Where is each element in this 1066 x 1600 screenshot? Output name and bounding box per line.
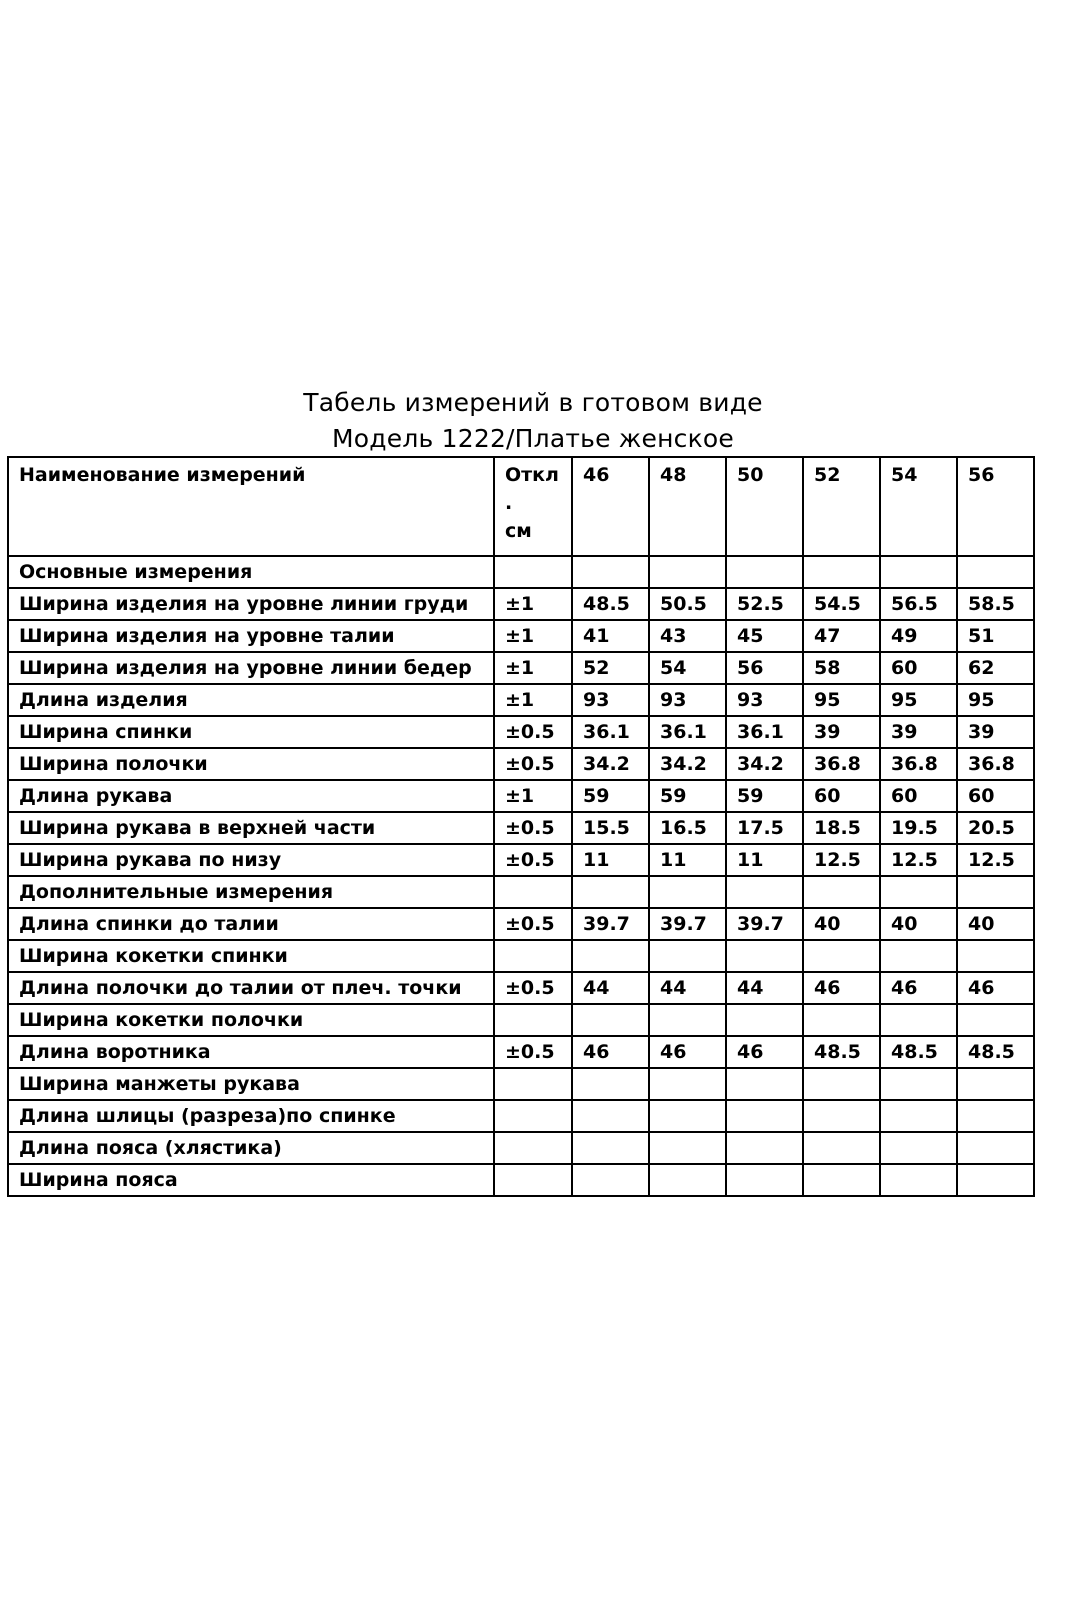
measurement-name-cell: Длина спинки до талии (8, 908, 494, 940)
size-value-cell (957, 1068, 1034, 1100)
size-value-cell: 11 (726, 844, 803, 876)
size-value-cell (803, 940, 880, 972)
size-value-cell (649, 556, 726, 588)
tolerance-cell: ±0.5 (494, 1036, 572, 1068)
measurement-name-cell: Ширина рукава в верхней части (8, 812, 494, 844)
table-body (8, 556, 1034, 1196)
table-row (8, 812, 1034, 844)
table-row (8, 556, 1034, 588)
measurement-name-cell: Ширина рукава по низу (8, 844, 494, 876)
size-value-cell: 36.8 (957, 748, 1034, 780)
table-header-row (8, 457, 1034, 556)
measurement-name-cell: Ширина изделия на уровне талии (8, 620, 494, 652)
size-value-cell: 59 (649, 780, 726, 812)
size-value-cell (957, 940, 1034, 972)
size-value-cell: 18.5 (803, 812, 880, 844)
size-value-cell (803, 556, 880, 588)
size-value-cell: 39 (880, 716, 957, 748)
tolerance-cell: ±1 (494, 652, 572, 684)
tolerance-cell: ±1 (494, 684, 572, 716)
table-row (8, 908, 1034, 940)
tolerance-cell: ±0.5 (494, 972, 572, 1004)
size-value-cell: 93 (726, 684, 803, 716)
table-row (8, 1132, 1034, 1164)
size-value-cell: 36.1 (649, 716, 726, 748)
size-value-cell: 47 (803, 620, 880, 652)
size-value-cell (957, 556, 1034, 588)
size-value-cell: 46 (649, 1036, 726, 1068)
column-header-size: 50 (726, 457, 803, 556)
size-value-cell: 93 (649, 684, 726, 716)
size-value-cell: 46 (572, 1036, 649, 1068)
size-value-cell (880, 1100, 957, 1132)
size-value-cell: 20.5 (957, 812, 1034, 844)
measurement-name-cell: Длина полочки до талии от плеч. точки (8, 972, 494, 1004)
size-value-cell: 51 (957, 620, 1034, 652)
size-value-cell: 95 (880, 684, 957, 716)
size-value-cell (957, 1004, 1034, 1036)
measurement-name-cell: Длина изделия (8, 684, 494, 716)
column-header-tolerance (494, 457, 572, 556)
table-row (8, 844, 1034, 876)
measurement-name-cell: Ширина кокетки спинки (8, 940, 494, 972)
size-value-cell: 12.5 (957, 844, 1034, 876)
size-value-cell (649, 1068, 726, 1100)
size-value-cell: 19.5 (880, 812, 957, 844)
column-header-name: Наименование измерений (8, 457, 494, 556)
tolerance-cell: ±1 (494, 620, 572, 652)
table-row (8, 748, 1034, 780)
size-value-cell: 43 (649, 620, 726, 652)
tolerance-cell: ±0.5 (494, 716, 572, 748)
size-value-cell (957, 1132, 1034, 1164)
size-value-cell (572, 1004, 649, 1036)
table-row (8, 1164, 1034, 1196)
tolerance-cell (494, 1132, 572, 1164)
size-value-cell (726, 1004, 803, 1036)
document-subtitle: Модель 1222/Платье женское (332, 424, 734, 453)
size-value-cell: 44 (726, 972, 803, 1004)
table-row (8, 684, 1034, 716)
size-value-cell (649, 876, 726, 908)
tolerance-cell: ±0.5 (494, 812, 572, 844)
tolerance-cell (494, 940, 572, 972)
size-value-cell: 39 (803, 716, 880, 748)
size-value-cell (649, 1164, 726, 1196)
size-value-cell: 12.5 (880, 844, 957, 876)
measurement-name-cell: Ширина изделия на уровне линии бедер (8, 652, 494, 684)
size-value-cell (726, 1164, 803, 1196)
size-value-cell (572, 1068, 649, 1100)
size-value-cell: 58.5 (957, 588, 1034, 620)
size-value-cell: 48.5 (803, 1036, 880, 1068)
tolerance-cell: ±0.5 (494, 748, 572, 780)
measurement-name-cell: Ширина пояса (8, 1164, 494, 1196)
size-value-cell (726, 556, 803, 588)
size-value-cell (957, 1164, 1034, 1196)
tolerance-cell (494, 1004, 572, 1036)
size-value-cell: 48.5 (957, 1036, 1034, 1068)
size-value-cell (726, 940, 803, 972)
measurement-name-cell: Основные измерения (8, 556, 494, 588)
size-value-cell: 52 (572, 652, 649, 684)
tolerance-header-line: Откл (505, 464, 559, 486)
size-value-cell: 50.5 (649, 588, 726, 620)
tolerance-cell (494, 1100, 572, 1132)
table-row (8, 620, 1034, 652)
column-header-size: 54 (880, 457, 957, 556)
tolerance-cell: ±0.5 (494, 844, 572, 876)
tolerance-cell (494, 1164, 572, 1196)
size-value-cell (880, 1004, 957, 1036)
size-value-cell: 45 (726, 620, 803, 652)
size-value-cell (803, 1004, 880, 1036)
size-value-cell (572, 1132, 649, 1164)
size-value-cell (957, 1100, 1034, 1132)
size-value-cell (726, 1132, 803, 1164)
size-value-cell (803, 1164, 880, 1196)
size-value-cell (957, 876, 1034, 908)
size-value-cell (572, 1164, 649, 1196)
size-value-cell: 46 (726, 1036, 803, 1068)
size-value-cell: 36.8 (803, 748, 880, 780)
tolerance-header-line: см (505, 520, 532, 542)
size-value-cell: 95 (803, 684, 880, 716)
measurement-name-cell: Длина рукава (8, 780, 494, 812)
size-value-cell: 49 (880, 620, 957, 652)
measurement-name-cell: Дополнительные измерения (8, 876, 494, 908)
size-value-cell: 93 (572, 684, 649, 716)
size-value-cell: 54.5 (803, 588, 880, 620)
size-value-cell (572, 1100, 649, 1132)
size-value-cell: 34.2 (649, 748, 726, 780)
size-value-cell: 56.5 (880, 588, 957, 620)
size-value-cell (880, 1132, 957, 1164)
size-value-cell (880, 1164, 957, 1196)
size-value-cell: 40 (957, 908, 1034, 940)
tolerance-cell: ±1 (494, 588, 572, 620)
measurement-name-cell: Ширина спинки (8, 716, 494, 748)
size-value-cell: 60 (880, 780, 957, 812)
size-value-cell: 39.7 (726, 908, 803, 940)
measurement-name-cell: Ширина изделия на уровне линии груди (8, 588, 494, 620)
size-value-cell (803, 876, 880, 908)
size-value-cell: 58 (803, 652, 880, 684)
size-value-cell: 95 (957, 684, 1034, 716)
size-value-cell: 15.5 (572, 812, 649, 844)
size-value-cell: 46 (880, 972, 957, 1004)
table-row (8, 1036, 1034, 1068)
tolerance-header-line: . (505, 492, 513, 514)
size-value-cell: 17.5 (726, 812, 803, 844)
size-value-cell: 46 (803, 972, 880, 1004)
size-value-cell (803, 1132, 880, 1164)
table-row (8, 1100, 1034, 1132)
size-value-cell: 54 (649, 652, 726, 684)
size-value-cell: 39.7 (649, 908, 726, 940)
document-title: Табель измерений в готовом виде (303, 388, 763, 417)
tolerance-cell: ±1 (494, 780, 572, 812)
tolerance-cell: ±0.5 (494, 908, 572, 940)
size-value-cell: 48.5 (572, 588, 649, 620)
measurement-name-cell: Ширина кокетки полочки (8, 1004, 494, 1036)
size-value-cell (880, 876, 957, 908)
size-value-cell: 52.5 (726, 588, 803, 620)
size-value-cell: 11 (649, 844, 726, 876)
size-value-cell (880, 1068, 957, 1100)
size-value-cell: 40 (803, 908, 880, 940)
size-value-cell: 59 (572, 780, 649, 812)
size-value-cell: 39.7 (572, 908, 649, 940)
size-value-cell (572, 876, 649, 908)
size-value-cell (726, 1100, 803, 1132)
size-value-cell: 39 (957, 716, 1034, 748)
column-header-size: 48 (649, 457, 726, 556)
measurement-name-cell: Длина пояса (хлястика) (8, 1132, 494, 1164)
size-value-cell: 36.1 (572, 716, 649, 748)
size-value-cell (649, 1004, 726, 1036)
measurement-name-cell: Длина воротника (8, 1036, 494, 1068)
tolerance-cell (494, 556, 572, 588)
size-value-cell: 12.5 (803, 844, 880, 876)
tolerance-cell (494, 876, 572, 908)
size-value-cell (726, 1068, 803, 1100)
size-value-cell: 40 (880, 908, 957, 940)
size-value-cell: 59 (726, 780, 803, 812)
size-value-cell: 34.2 (726, 748, 803, 780)
size-value-cell: 60 (880, 652, 957, 684)
tolerance-cell (494, 1068, 572, 1100)
measurement-name-cell: Длина шлицы (разреза)по спинке (8, 1100, 494, 1132)
size-value-cell: 60 (957, 780, 1034, 812)
size-value-cell: 34.2 (572, 748, 649, 780)
size-value-cell: 48.5 (880, 1036, 957, 1068)
table-row (8, 1068, 1034, 1100)
measurement-name-cell: Ширина манжеты рукава (8, 1068, 494, 1100)
size-value-cell: 41 (572, 620, 649, 652)
table-row (8, 876, 1034, 908)
table-row (8, 588, 1034, 620)
size-value-cell (880, 556, 957, 588)
size-value-cell: 36.1 (726, 716, 803, 748)
size-value-cell: 62 (957, 652, 1034, 684)
size-value-cell (649, 940, 726, 972)
table-row (8, 652, 1034, 684)
table-row (8, 716, 1034, 748)
column-header-size: 52 (803, 457, 880, 556)
size-value-cell: 16.5 (649, 812, 726, 844)
size-value-cell (572, 556, 649, 588)
column-header-size: 56 (957, 457, 1034, 556)
table-row (8, 1004, 1034, 1036)
column-header-size: 46 (572, 457, 649, 556)
measurement-table (7, 456, 1035, 1197)
size-value-cell: 11 (572, 844, 649, 876)
size-value-cell: 44 (572, 972, 649, 1004)
size-value-cell (649, 1100, 726, 1132)
size-value-cell: 56 (726, 652, 803, 684)
measurement-name-cell: Ширина полочки (8, 748, 494, 780)
size-value-cell (803, 1100, 880, 1132)
table-row (8, 780, 1034, 812)
size-value-cell (880, 940, 957, 972)
size-value-cell: 44 (649, 972, 726, 1004)
table-row (8, 972, 1034, 1004)
table-row (8, 940, 1034, 972)
size-value-cell (572, 940, 649, 972)
size-value-cell: 60 (803, 780, 880, 812)
size-value-cell (649, 1132, 726, 1164)
size-value-cell: 46 (957, 972, 1034, 1004)
size-value-cell (726, 876, 803, 908)
size-value-cell (803, 1068, 880, 1100)
size-value-cell: 36.8 (880, 748, 957, 780)
